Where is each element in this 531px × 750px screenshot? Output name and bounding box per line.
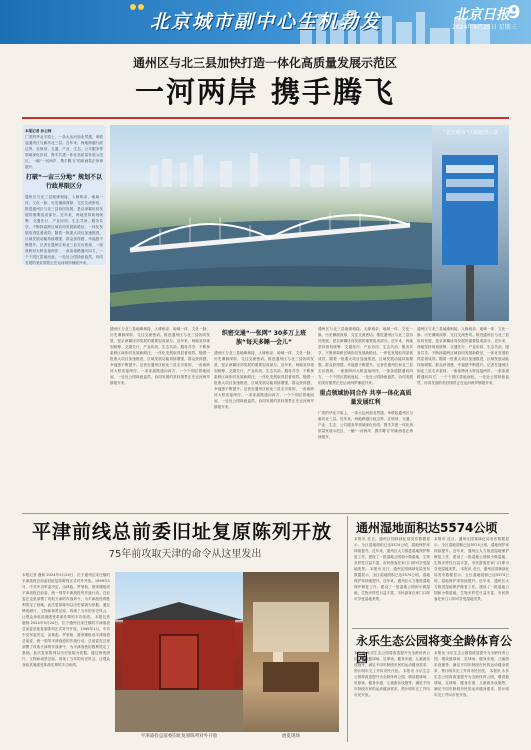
story2-headline: 平津前线总前委旧址复原陈列开放 <box>31 521 332 543</box>
story3-column-1 <box>354 536 430 626</box>
main-byline: 本报记者 孙云柯 <box>25 129 52 133</box>
body-text: 通州区与北三县地缘相接、人缘相亲，地域一体、文化一脉，历史渊源深厚，交往交流密切。推进通州区与北三县协同发展，是京津冀协同发展的重要组成部分。近年来，两地坚持规划统筹、交通先行、产业协同、生态共治、服务共享，不断探索跨区域协同发展新路径，一体化发展取得显著成效。随着一批重大项目加速推进，区域发展动能持续增强，群众获得感、幸福感不断提升。记者在通州区和北三县走访看到，一座座跨河大桥连接两岸，一条条道路通向四方，一个个园区拔地而起，一处处公园绿意盎然，协同发展的美好图景正在运河两岸铺展开来。 <box>318 327 413 385</box>
story2-text: 本报记者 鹿杨 2024年9月24日，位于通州区宋庄镇的平津战役总前委旧址复原陈列正式对外开放。1949年1月，中共中央军委决定，由林彪、罗荣桓、聂荣臻组成平津战役总前委，统一领导平津战役的作战行动。总前委在这里部署了攻取天津的作战命令，为平津战役的胜利奠定了基础。此次复原陈列以历史原貌为依据，通过珍贵照片、文物和场景还原，再现了当年的历史风云，让观众身临其境感受革命先辈的丰功伟绩。 <box>22 573 110 619</box>
story3-text: 本报讯 近日，通州区园林绿化局发布数据显示，全区湿地面积已达5574公顷，湿地保护率持续提升。近年来，通州区大力推进湿地保护修复工作，建设了一批湿地公园和小微湿地，生物多样性日益丰富，市民游客在家门口即可享受湿地美景。 <box>354 567 430 601</box>
page-banner <box>0 0 531 44</box>
story4-text: 本报讯 永乐生态公园将改造提升为全龄体育公园，增设篮球场、足球场、健身步道、儿童游乐设施等，满足不同年龄段市民的运动健身需求，预计明年完工并向市民开放。 <box>434 669 509 697</box>
body-text: 通州区与北三县地缘相接、人缘相亲，地域一体、文化一脉，历史渊源深厚，交往交流密切。推进通州区与北三县协同发展，是京津冀协同发展的重要组成部分。近年来，两地坚持规划统筹、交通先行、产业协同、生态共治、服务共享，不断探索跨区域协同发展新路径，一体化发展取得显著成效。随着一批重大项目加速推进，区域发展动能持续增强，群众获得感、幸福感不断提升。记者在通州区和北三县走访看到，一座座跨河大桥连接两岸，一条条道路通向四方，一个个园区拔地而起，一处处公园绿意盎然，协同发展的美好图景正在运河两岸铺展开来。 <box>417 327 509 385</box>
section-title: 北京城市副中心生机勃发 <box>150 11 382 33</box>
main-column-2 <box>214 326 314 512</box>
story4-text: 本报讯 永乐生态公园将改造提升为全龄体育公园，增设篮球场、足球场、健身步道、儿童游乐设施等，满足不同年龄段市民的运动健身需求，预计明年完工并向市民开放。 <box>354 651 430 673</box>
page-number: 9 <box>508 2 521 23</box>
story4-column-2 <box>434 650 509 742</box>
body-text: 通州区与北三县地缘相接、人缘相亲，地域一体、文化一脉，历史渊源深厚，交往交流密切。推进通州区与北三县协同发展，是京津冀协同发展的重要组成部分。近年来，两地坚持规划统筹、交通先行、产业协同、生态共治、服务共享，不断探索跨区域协同发展新路径，一体化发展取得显著成效。随着一批重大项目加速推进，区域发展动能持续增强，群众获得感、幸福感不断提升。记者在通州区和北三县走访看到，一座座跨河大桥连接两岸，一条条道路通向四方，一个个园区拔地而起，一处处公园绿意盎然，协同发展的美好图景正在运河两岸铺展开来。 <box>25 195 103 265</box>
bridge-illustration-icon <box>110 125 432 321</box>
body-text: 通州区与北三县地缘相接、人缘相亲，地域一体、文化一脉，历史渊源深厚，交往交流密切。推进通州区与北三县协同发展，是京津冀协同发展的重要组成部分。近年来，两地坚持规划统筹、交通先行、产业协同、生态共治、服务共享，不断探索跨区域协同发展新路径，一体化发展取得显著成效。随着一批重大项目加速推进，区域发展动能持续增强，群众获得感、幸福感不断提升。记者在通州区和北三县走访看到，一座座跨河大桥连接两岸，一条条道路通向四方，一个个园区拔地而起，一处处公园绿意盎然，协同发展的美好图景正在运河两岸铺展开来。 <box>214 351 314 409</box>
issue-date: 2024年9月25日 星期三 <box>452 24 517 31</box>
exhibit-illustration-icon <box>243 572 339 732</box>
gate-illustration-icon <box>115 572 243 732</box>
exhibit-photo <box>243 572 339 732</box>
body-text: 通州区与北三县地缘相接、人缘相亲，地域一体、文化一脉，历史渊源深厚，交往交流密切。推进通州区与北三县协同发展，是京津冀协同发展的重要组成部分。近年来，两地坚持规划统筹、交通先行、产业协同、生态共治、服务共享，不断探索跨区域协同发展新路径，一体化发展取得显著成效。随着一批重大项目加速推进，区域发展动能持续增强，群众获得感、幸福感不断提升。记者在通州区和北三县走访看到，一座座跨河大桥连接两岸，一条条道路通向四方，一个个园区拔地而起，一处处公园绿意盎然，协同发展的美好图景正在运河两岸铺展开来。 <box>110 327 210 385</box>
decor-dot-icon <box>130 4 136 10</box>
story4-column-1 <box>354 650 430 742</box>
column-divider <box>347 516 348 742</box>
story3-text: 本报讯 近日，通州区园林绿化局发布数据显示，全区湿地面积已达5574公顷，湿地保护率持续提升。近年来，通州区大力推进湿地保护修复工作，建设了一批湿地公园和小微湿地，生物多样性日益丰富，市民游客在家门口即可享受湿地美景。 <box>354 537 430 571</box>
side-photo-caption: “北京通州”区域地图示意 <box>442 130 499 136</box>
story2-text: 本报记者 鹿杨 2024年9月24日，位于通州区宋庄镇的平津战役总前委旧址复原陈列正式对外开放。1949年1月，中共中央军委决定，由林彪、罗荣桓、聂荣臻组成平津战役总前委，统一领导平津战役的作战行动。总前委在这里部署了攻取天津的作战命令，为平津战役的胜利奠定了基础。此次复原陈列以历史原貌为依据，通过珍贵照片、文物和场景还原，再现了当年的历史风云，让观众身临其境感受革命先辈的丰功伟绩。 <box>22 615 110 667</box>
gate-photo-caption: 平津战役总前委旧址复原陈列对外开放 <box>140 734 218 739</box>
headline-rule <box>22 117 509 119</box>
story2-subheadline: 75年前攻取天津的命令从这里发出 <box>108 549 262 560</box>
main-column-1 <box>110 326 210 512</box>
story2-column-1 <box>22 572 110 742</box>
side-photo <box>432 125 509 321</box>
body-text: 广袤的华北平原上，一条大运河南北贯通，串联起通州区与廊坊北三县。近年来，两地跨越行政边界，在规划、交通、产业、生态、公共服务等领域深化协同，携手共建一体化高质量发展示范区，一幅“一河两岸、携手腾飞”的新画卷正徐徐展开。 <box>318 411 413 439</box>
story3-column-2 <box>434 536 509 626</box>
gate-photo <box>115 572 243 732</box>
subhead-cooperation: 重点领域协同合作 共享一体化高质量发展红利 <box>319 390 412 406</box>
section-divider <box>22 513 509 514</box>
section-divider <box>352 628 509 629</box>
subhead-planning: 打破“一亩三分地” 规划不以行政界限区分 <box>26 174 102 190</box>
sign-illustration-icon <box>432 125 509 321</box>
story3-text: 本报讯 近日，通州区园林绿化局发布数据显示，全区湿地面积已达5574公顷，湿地保护率持续提升。近年来，通州区大力推进湿地保护修复工作，建设了一批湿地公园和小微湿地，生物多样性日益丰富，市民游客在家门口即可享受湿地美景。 <box>434 567 509 601</box>
main-column-4 <box>417 326 509 512</box>
exhibit-photo-caption: 展览现场 <box>282 734 300 739</box>
story4-headline: 永乐生态公园将变全龄体育公园 <box>356 634 513 665</box>
bridge-photo <box>110 125 432 321</box>
story4-text: 本报讯 永乐生态公园将改造提升为全龄体育公园，增设篮球场、足球场、健身步道、儿童游乐设施等，满足不同年龄段市民的运动健身需求，预计明年完工并向市民开放。 <box>354 669 430 697</box>
newspaper-masthead: 北京日报 <box>454 7 510 23</box>
story3-headline: 通州湿地面积达5574公顷 <box>356 521 498 535</box>
main-column-3 <box>318 326 413 512</box>
main-kicker: 通州区与北三县加快打造一体化高质量发展示范区 <box>132 56 397 70</box>
decor-dot-icon <box>138 4 144 10</box>
subhead-transport: 织密交通“一张网” 30多万上班族“每天多睡一会儿” <box>221 330 307 346</box>
lead-column <box>25 128 103 512</box>
main-headline: 一河两岸 携手腾飞 <box>134 75 396 109</box>
story3-text: 本报讯 近日，通州区园林绿化局发布数据显示，全区湿地面积已达5574公顷，湿地保护率持续提升。近年来，通州区大力推进湿地保护修复工作，建设了一批湿地公园和小微湿地，生物多样性日益丰富，市民游客在家门口即可享受湿地美景。 <box>434 537 509 571</box>
story4-text: 本报讯 永乐生态公园将改造提升为全龄体育公园，增设篮球场、足球场、健身步道、儿童游乐设施等，满足不同年龄段市民的运动健身需求，预计明年完工并向市民开放。 <box>434 651 509 673</box>
lead-text: 广袤的华北平原上，一条大运河南北贯通，串联起通州区与廊坊北三县。近年来，两地跨越行政边界，在规划、交通、产业、生态、公共服务等领域深化协同，携手共建一体化高质量发展示范区，一幅“一河两岸、携手腾飞”的新画卷正徐徐展开。 <box>25 135 103 169</box>
